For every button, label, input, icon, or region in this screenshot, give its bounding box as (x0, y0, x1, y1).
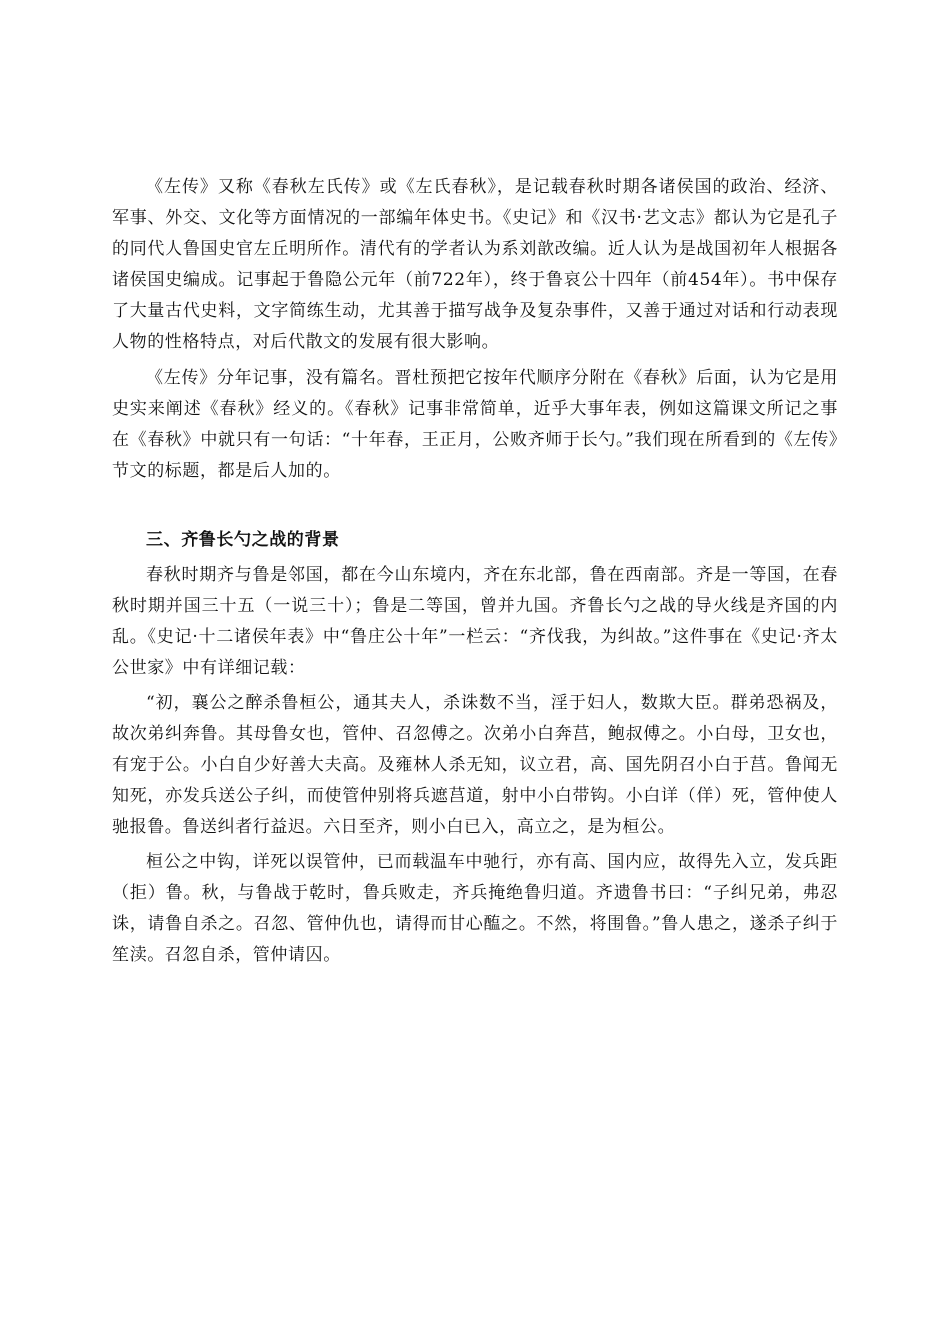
background-paragraph: 春秋时期齐与鲁是邻国，都在今山东境内，齐在东北部，鲁在西南部。齐是一等国，在春秋时期并国三十五（一说三十）；鲁是二等国，曾并九国。齐鲁长勺之战的导火线是齐国的内乱。《史记·十二诸侯年表》中“鲁庄公十年”一栏云：“齐伐我，为纠故。”这件事在《史记·齐太公世家》中有详细记载： (112, 565, 838, 678)
intro-paragraph-2: 《左传》分年记事，没有篇名。晋杜预把它按年代顺序分附在《春秋》后面，认为它是用史实来阐述《春秋》经义的。《春秋》记事非常简单，近乎大事年表，例如这篇课文所记之事在《春秋》中就只有一句话：“十年春，王正月，公败齐师于长勺。”我们现在所看到的《左传》节文的标题，都是后人加的。 (112, 368, 838, 481)
shiji-quote-continuation: 桓公之中钩，详死以误管仲，已而载温车中驰行，亦有高、国内应，故得先入立，发兵距（拒）鲁。秋，与鲁战于乾时，鲁兵败走，齐兵掩绝鲁归道。齐遗鲁书曰：“子纠兄弟，弗忍诛，请鲁自杀之。召忽、管仲仇也，请得而甘心醢之。不然，将围鲁。”鲁人患之，遂杀子纠于笙渎。召忽自杀，管仲请囚。 (112, 852, 838, 965)
shiji-quote-paragraph: “初，襄公之醉杀鲁桓公，通其夫人，杀诛数不当，淫于妇人，数欺大臣。群弟恐祸及，故次弟纠奔鲁。其母鲁女也，管仲、召忽傅之。次弟小白奔莒，鲍叔傅之。小白母，卫女也，有宠于公。小白自少好善大夫高。及雍林人杀无知，议立君，高、国先阴召小白于莒。鲁闻无知死，亦发兵送公子纠，而使管仲别将兵遮莒道，射中小白带钩。小白详（佯）死，管仲使人驰报鲁。鲁送纠者行益迟。六日至齐，则小白已入，高立之，是为桓公。 (112, 693, 838, 837)
document-page (112, 172, 838, 971)
section-heading: 三、齐鲁长勺之战的背景 (146, 530, 340, 550)
intro-paragraph-1: 《左传》又称《春秋左氏传》或《左氏春秋》，是记载春秋时期各诸侯国的政治、经济、军事、外交、文化等方面情况的一部编年体史书。《史记》和《汉书·艺文志》都认为它是孔子的同代人鲁国史官左丘明所作。清代有的学者认为系刘歆改编。近人认为是战国初年人根据各诸侯国史编成。记事起于鲁隐公元年（前722年），终于鲁哀公十四年（前454年）。书中保存了大量古代史料，文字简练生动，尤其善于描写战争及复杂事件，又善于通过对话和行动表现人物的性格特点，对后代散文的发展有很大影响。 (112, 177, 838, 352)
